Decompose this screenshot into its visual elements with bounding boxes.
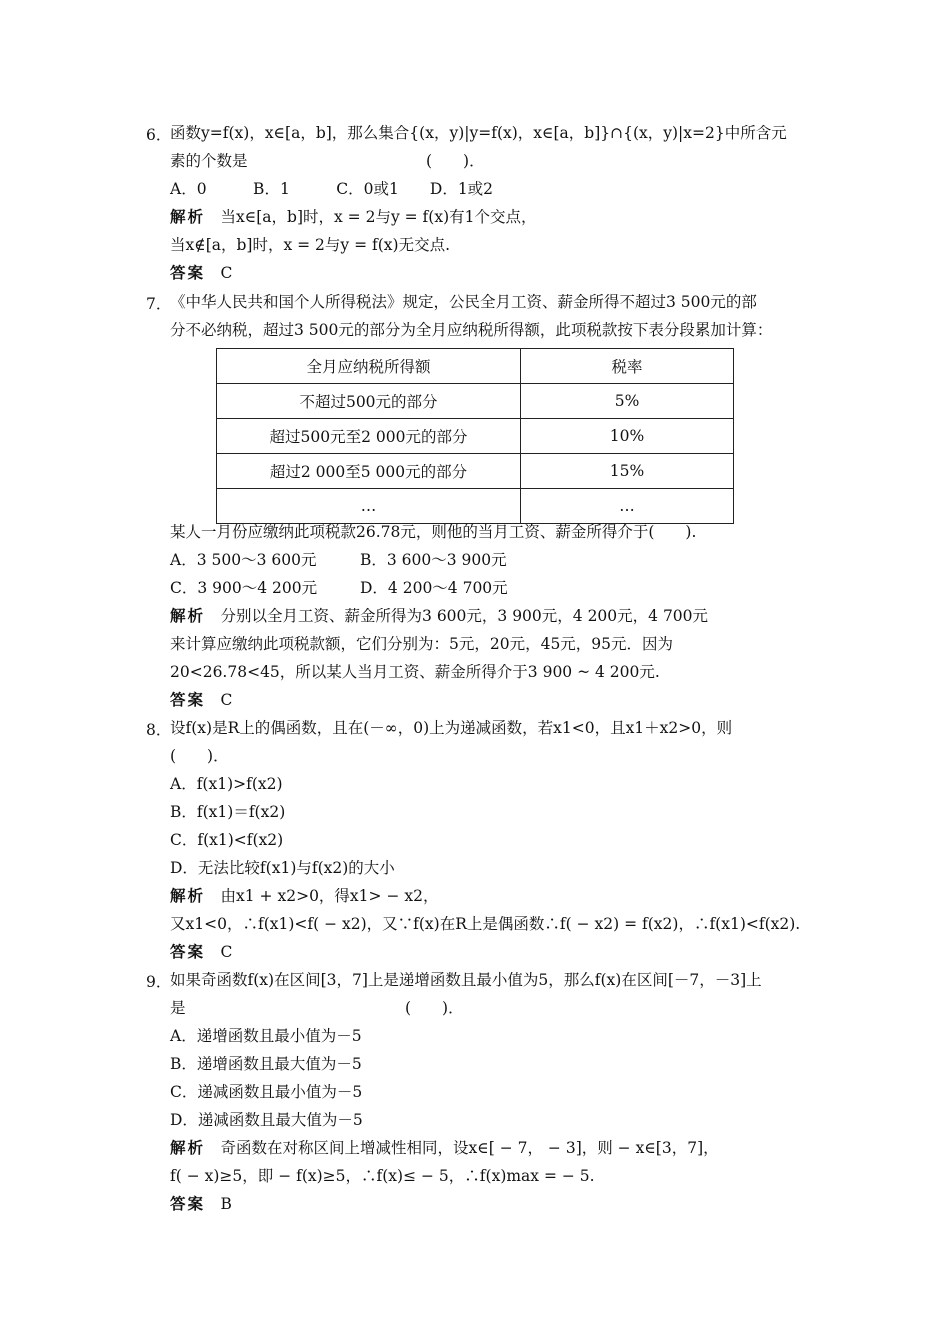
q9-analysis-line2: f( − x)≥5，即 − f(x)≥5，∴f(x)≤ − 5，∴f(x)max = − 5. [170,1167,595,1185]
table-header-row [217,349,734,384]
q8-analysis-1 [170,886,438,906]
q7-option-a: A．3 500～3 600元 [170,551,317,569]
q6-analysis-label: 解析 [170,208,206,226]
q9-stem-line1: 如果奇函数f(x)在区间[3，7]上是递增函数且最小值为5，那么f(x)在区间[－7，－3]上 [170,971,762,989]
q8-option-a: A．f(x1)>f(x2) [170,775,283,793]
q7-question: 某人一月份应缴纳此项税款26.78元，则他的当月工资、薪金所得介于( ). [170,523,697,541]
table-cell-income: 不超过500元的部分 [217,384,521,419]
table-cell-rate: … [521,489,734,524]
table-header-income: 全月应纳税所得额 [217,349,521,384]
table-cell-rate: 10% [521,419,734,454]
q9-option-d: D．递减函数且最大值为－5 [170,1111,363,1129]
q8-option-c: C．f(x1)<f(x2) [170,831,284,849]
table-row [217,489,734,524]
q8-answer: C [220,943,233,961]
q6-stem-line1: 函数y=f(x)，x∈[a，b]，那么集合{(x，y)|y=f(x)，x∈[a，b]}∩{(x，y)|x=2}中所含元 [170,124,787,142]
q6-answer-label: 答案 [170,264,206,282]
q9-answer: B [220,1195,232,1213]
table-row [217,384,734,419]
q9-stem-line2-a: 是 [170,999,186,1017]
q8-answer-label: 答案 [170,943,206,961]
q6-stem-line2-a: 素的个数是 [170,152,248,170]
q7-option-d: D．4 200～4 700元 [360,579,508,597]
table-cell-rate: 5% [521,384,734,419]
q7-analysis-line1: 分别以全月工资、薪金所得为3 600元，3 900元，4 200元，4 700元 [220,607,709,625]
q7-stem-line1: 《中华人民共和国个人所得税法》规定，公民全月工资、薪金所得不超过3 500元的部 [170,293,757,311]
q7-option-c: C．3 900～4 200元 [170,579,318,597]
q9-option-a: A．递增函数且最小值为－5 [170,1027,362,1045]
tax-rate-table [216,348,734,524]
q7-answer-label: 答案 [170,691,206,709]
q8-option-b: B．f(x1)＝f(x2) [170,803,286,821]
q6-analysis-line2: 当x∉[a，b]时，x = 2与y = f(x)无交点. [170,236,451,254]
q7-analysis-1 [170,606,708,626]
table-cell-income: 超过500元至2 000元的部分 [217,419,521,454]
q6-answer-row [170,263,232,283]
q8-answer-row [170,942,232,962]
table-header-rate: 税率 [521,349,734,384]
q7-option-b: B．3 600～3 900元 [360,551,507,569]
q7-answer-row [170,690,232,710]
q9-analysis-line1: 奇函数在对称区间上增减性相同，设x∈[ − 7， − 3]，则 − x∈[3，7]， [220,1139,719,1157]
q8-analysis-label: 解析 [170,887,206,905]
table-row [217,454,734,489]
q7-answer: C [220,691,233,709]
q9-stem-line2-b: ( )． [405,999,464,1017]
q6-number: 6． [146,126,172,144]
q6-stem-line2-b: ( )． [426,152,485,170]
q8-number: 8． [146,721,172,739]
q9-option-b: B．递增函数且最大值为－5 [170,1055,362,1073]
table-cell-income: 超过2 000至5 000元的部分 [217,454,521,489]
q7-analysis-line3: 20<26.78<45，所以某人当月工资、薪金所得介于3 900 ~ 4 200元. [170,663,660,681]
q8-stem-line2: ( )． [170,747,229,765]
q7-stem-line2: 分不必纳税，超过3 500元的部分为全月应纳税所得额，此项税款按下表分段累加计算： [170,321,773,339]
q9-analysis-1 [170,1138,719,1158]
table-row [217,419,734,454]
q6-answer: C [220,264,233,282]
q9-number: 9． [146,973,172,991]
q9-analysis-label: 解析 [170,1139,206,1157]
table-cell-rate: 15% [521,454,734,489]
q8-option-d: D．无法比较f(x1)与f(x2)的大小 [170,859,395,877]
q9-answer-label: 答案 [170,1195,206,1213]
q6-analysis-line1: 当x∈[a，b]时，x = 2与y = f(x)有1个交点， [220,208,537,226]
q7-number: 7． [146,295,172,313]
q8-stem-line1: 设f(x)是R上的偶函数，且在(－∞，0)上为递减函数，若x1<0，且x1＋x2>0，则 [170,719,733,737]
q9-answer-row [170,1194,232,1214]
table-cell-income: … [217,489,521,524]
q8-analysis-line2: 又x1<0，∴f(x1)<f( − x2)，又∵f(x)在R上是偶函数∴f( − x2) = f(x2)，∴f(x1)<f(x2). [170,915,801,933]
q8-analysis-line1: 由x1 + x2>0，得x1> − x2， [220,887,439,905]
q7-analysis-label: 解析 [170,607,206,625]
q7-analysis-line2: 来计算应缴纳此项税款额，它们分别为：5元，20元，45元，95元．因为 [170,635,674,653]
q6-analysis-1 [170,207,536,227]
q6-options: A．0 B．1 C．0或1 D．1或2 [170,180,494,198]
q9-option-c: C．递减函数且最小值为－5 [170,1083,363,1101]
